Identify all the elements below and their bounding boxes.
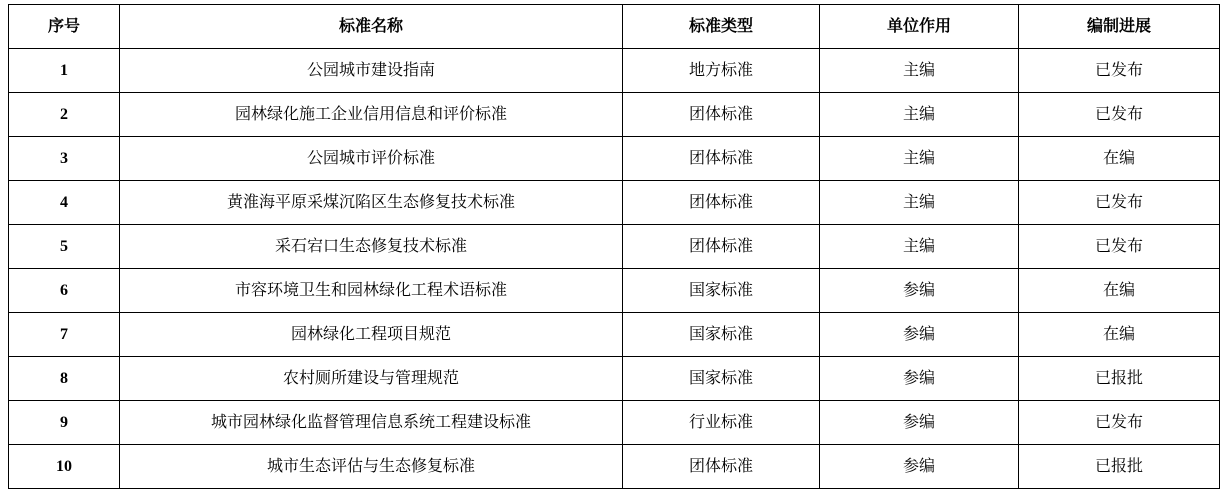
cell-role: 参编 xyxy=(820,357,1019,401)
cell-role: 主编 xyxy=(820,137,1019,181)
cell-role: 主编 xyxy=(820,181,1019,225)
cell-no: 4 xyxy=(9,181,120,225)
cell-progress: 已发布 xyxy=(1019,225,1220,269)
cell-role: 参编 xyxy=(820,401,1019,445)
table-row xyxy=(9,313,1220,357)
cell-progress: 已发布 xyxy=(1019,49,1220,93)
cell-type: 国家标准 xyxy=(623,313,820,357)
cell-role: 参编 xyxy=(820,445,1019,489)
table-row xyxy=(9,137,1220,181)
cell-name: 公园城市建设指南 xyxy=(120,49,623,93)
cell-type: 国家标准 xyxy=(623,357,820,401)
cell-no: 1 xyxy=(9,49,120,93)
cell-progress: 在编 xyxy=(1019,313,1220,357)
column-header-role: 单位作用 xyxy=(820,5,1019,49)
table-row xyxy=(9,181,1220,225)
cell-type: 团体标准 xyxy=(623,93,820,137)
table-row xyxy=(9,269,1220,313)
cell-name: 黄淮海平原采煤沉陷区生态修复技术标准 xyxy=(120,181,623,225)
cell-progress: 已报批 xyxy=(1019,445,1220,489)
cell-type: 团体标准 xyxy=(623,137,820,181)
cell-name: 城市生态评估与生态修复标准 xyxy=(120,445,623,489)
cell-type: 团体标准 xyxy=(623,445,820,489)
table-row xyxy=(9,401,1220,445)
column-header-name: 标准名称 xyxy=(120,5,623,49)
table-row xyxy=(9,49,1220,93)
table-row xyxy=(9,225,1220,269)
standards-table xyxy=(8,4,1220,489)
cell-name: 园林绿化施工企业信用信息和评价标准 xyxy=(120,93,623,137)
cell-name: 园林绿化工程项目规范 xyxy=(120,313,623,357)
cell-progress: 已发布 xyxy=(1019,93,1220,137)
cell-role: 主编 xyxy=(820,225,1019,269)
cell-role: 参编 xyxy=(820,313,1019,357)
cell-progress: 已发布 xyxy=(1019,401,1220,445)
table-body xyxy=(9,49,1220,489)
cell-type: 地方标准 xyxy=(623,49,820,93)
cell-role: 参编 xyxy=(820,269,1019,313)
cell-role: 主编 xyxy=(820,49,1019,93)
table-row xyxy=(9,445,1220,489)
table-header-row xyxy=(9,5,1220,49)
column-header-no: 序号 xyxy=(9,5,120,49)
cell-no: 3 xyxy=(9,137,120,181)
cell-no: 8 xyxy=(9,357,120,401)
cell-progress: 已发布 xyxy=(1019,181,1220,225)
cell-type: 团体标准 xyxy=(623,181,820,225)
cell-progress: 已报批 xyxy=(1019,357,1220,401)
cell-name: 采石宕口生态修复技术标准 xyxy=(120,225,623,269)
cell-no: 5 xyxy=(9,225,120,269)
table-row xyxy=(9,357,1220,401)
cell-name: 市容环境卫生和园林绿化工程术语标准 xyxy=(120,269,623,313)
cell-name: 公园城市评价标准 xyxy=(120,137,623,181)
cell-role: 主编 xyxy=(820,93,1019,137)
cell-name: 城市园林绿化监督管理信息系统工程建设标准 xyxy=(120,401,623,445)
column-header-progress: 编制进展 xyxy=(1019,5,1220,49)
cell-no: 9 xyxy=(9,401,120,445)
table-header xyxy=(9,5,1220,49)
cell-progress: 在编 xyxy=(1019,137,1220,181)
cell-type: 团体标准 xyxy=(623,225,820,269)
cell-type: 国家标准 xyxy=(623,269,820,313)
cell-name: 农村厕所建设与管理规范 xyxy=(120,357,623,401)
table-row xyxy=(9,93,1220,137)
cell-progress: 在编 xyxy=(1019,269,1220,313)
cell-no: 10 xyxy=(9,445,120,489)
cell-no: 7 xyxy=(9,313,120,357)
cell-type: 行业标准 xyxy=(623,401,820,445)
column-header-type: 标准类型 xyxy=(623,5,820,49)
cell-no: 6 xyxy=(9,269,120,313)
cell-no: 2 xyxy=(9,93,120,137)
